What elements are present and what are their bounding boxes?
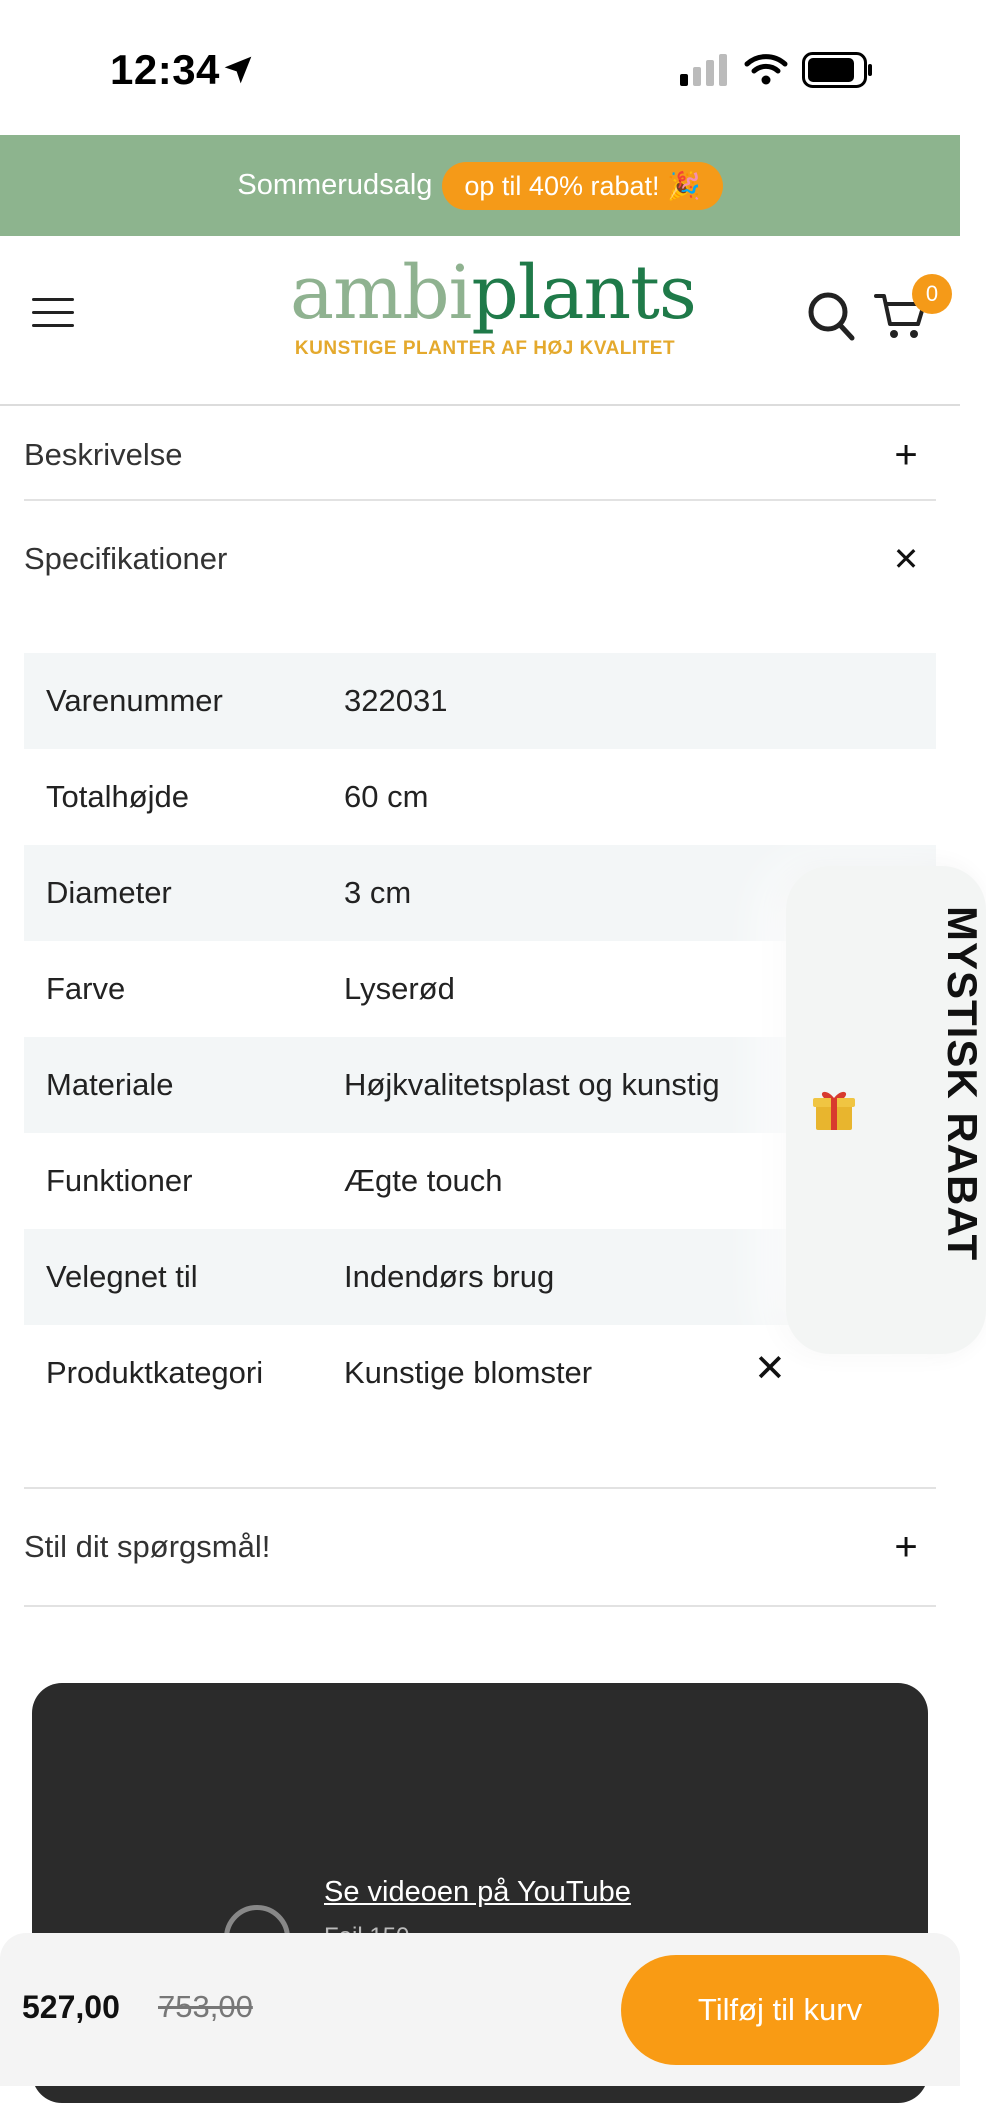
logo-wordmark: ambiplants: [290, 250, 696, 336]
spec-key: Diameter: [46, 875, 172, 910]
spec-value: 322031: [344, 683, 448, 718]
spec-value: Indendørs brug: [344, 1259, 555, 1294]
spec-key: Varenummer: [46, 683, 223, 718]
table-row: [24, 653, 936, 749]
accordion-question[interactable]: [24, 1500, 936, 1594]
promo-badge: op til 40% rabat! 🎉: [442, 162, 722, 210]
accordion-specs-title: Specifikationer: [24, 541, 228, 576]
accordion-description[interactable]: [24, 408, 936, 502]
plus-icon[interactable]: +: [894, 1524, 918, 1569]
battery-icon: [802, 52, 874, 88]
hamburger-menu-icon[interactable]: [32, 298, 74, 332]
promo-banner[interactable]: [0, 135, 960, 236]
spec-value: Lyserød: [344, 971, 455, 1006]
spec-key: Totalhøjde: [46, 779, 190, 814]
spec-value: Ægte touch: [344, 1163, 503, 1198]
sticky-add-to-cart-bar: [0, 1933, 960, 2086]
promo-text: Sommerudsalg: [237, 169, 433, 201]
accordion-question-title: Stil dit spørgsmål!: [24, 1529, 271, 1564]
site-header: [0, 236, 960, 406]
logo[interactable]: [290, 250, 696, 360]
divider: [24, 499, 936, 501]
gift-icon: [810, 1086, 858, 1134]
add-to-cart-button[interactable]: Tilføj til kurv: [621, 1955, 939, 2065]
spec-key: Velegnet til: [46, 1259, 198, 1294]
status-time: 12:34: [110, 46, 220, 93]
cellular-signal-icon: [680, 54, 730, 86]
location-arrow-icon: [222, 54, 254, 86]
search-icon[interactable]: [806, 288, 858, 344]
mystery-discount-tab[interactable]: [786, 866, 986, 1354]
logo-tagline: KUNSTIGE PLANTER AF HØJ KVALITET: [294, 338, 676, 359]
spec-value: Kunstige blomster: [344, 1355, 593, 1390]
plus-icon[interactable]: +: [894, 432, 918, 477]
divider: [24, 1605, 936, 1607]
spec-value: 3 cm: [344, 875, 412, 910]
status-bar: [0, 0, 960, 135]
spec-key: Farve: [46, 971, 126, 1006]
cart-count-badge: 0: [912, 274, 952, 314]
close-icon[interactable]: ✕: [754, 1348, 786, 1390]
close-icon[interactable]: ✕: [892, 541, 920, 577]
spec-key: Funktioner: [46, 1163, 193, 1198]
spec-key: Materiale: [46, 1067, 174, 1102]
table-row: [24, 749, 936, 845]
accordion-specs[interactable]: [24, 512, 936, 606]
spec-value: Højkvalitetsplast og kunstig: [344, 1067, 720, 1102]
youtube-link[interactable]: Se videoen på YouTube: [324, 1876, 631, 1908]
wifi-icon: [745, 52, 787, 86]
spec-key: Produktkategori: [46, 1355, 264, 1390]
original-price: 753,00: [158, 1989, 253, 2024]
divider: [24, 1487, 936, 1489]
spec-value: 60 cm: [344, 779, 429, 814]
accordion-description-title: Beskrivelse: [24, 437, 183, 472]
current-price: 527,00: [22, 1989, 120, 2025]
mystery-discount-label: MYSTISK RABAT: [939, 906, 986, 1262]
